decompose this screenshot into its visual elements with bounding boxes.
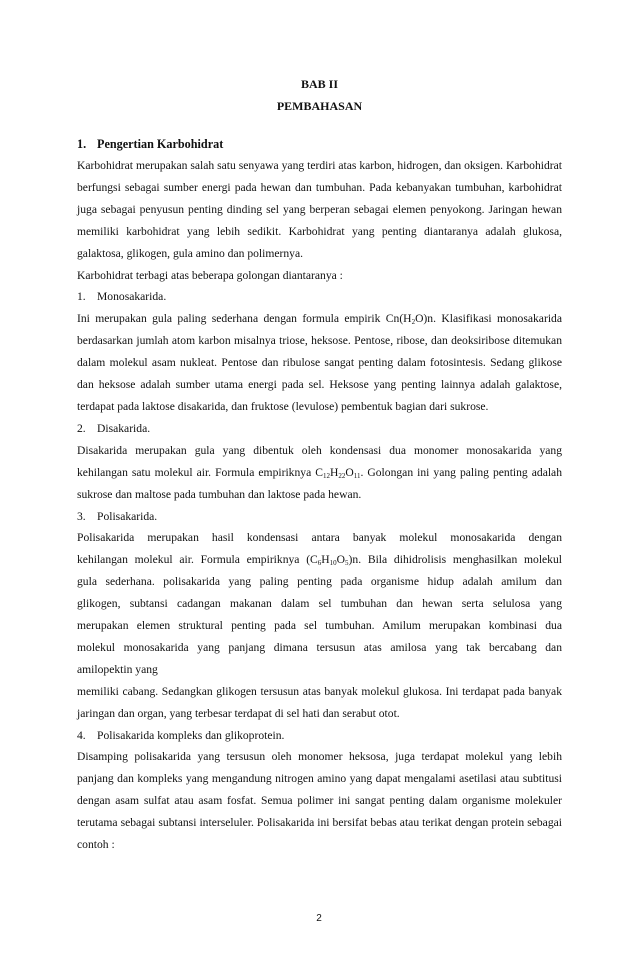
body-text: H [321,553,330,567]
body-text: Disakarida merupakan gula yang dibentuk oleh kondensasi dua monomer monosakarida yang kehilangan satu molekul air. Formula empiriknya C [77,443,562,479]
item-number: 3. [77,509,86,523]
item-body-disakarida [77,440,562,506]
body-line: molekul monosakarida yang panjang dimana tersusun atas amilosa yang tak bercabang dan [77,640,562,654]
intro-paragraph: Karbohidrat merupakan salah satu senyawa yang terdiri atas karbon, hidrogen, dan oksigen. Karbohidrat berfungsi sebagai sumber energi pada hewan dan tumbuhan. Pada kebanyakan tumbuhan, karbohidrat juga sebagai penyusun penting dinding sel yang berperan sebagai elemen penyokong. Jaringan hewan memiliki karbohidrat yang lebih sedikit. Karbohidrat yang penting diantaranya adalah glukosa, galaktosa, glikogen, gula amino dan polimernya. [77,159,562,260]
item-body-polisakarida [77,527,562,680]
item-body-polisakarida-continued: memiliki cabang. Sedangkan glikogen tersusun atas banyak molekul glukosa. Ini terdapat pada banyak jaringan dan organ, yang terbesar terdapat di sel hati dan serabut otot. [77,684,562,720]
body-text: kehilangan molekul air. Formula empiriknya (C [77,553,318,567]
subscript: 10 [329,559,337,568]
body-text: O)n. Klasifikasi monosakarida berdasarkan jumlah atom karbon misalnya triose, heksose. Pentose, ribose, dan deoksiribose ditemukan dalam molekul asam nukleat. Pentose dan ribulose sangat penting dalam fotosintesis. Sedang glikose dan heksose adalah sumber utama energi pada sel. Heksose yang penting lainnya adalah galaktose, terdapat pada laktose disakarida, dan fruktose (levulose) pembentuk bagian dari sukrose. [77,312,562,413]
item-heading-polisakarida [77,506,562,528]
body-line [77,549,562,571]
groups-intro: Karbohidrat terbagi atas beberapa golongan diantaranya : [77,268,343,282]
body-text: H [329,465,339,479]
body-line: Polisakarida merupakan hasil kondensasi antara banyak molekul monosakarida dengan [77,531,562,545]
item-heading-disakarida [77,418,562,440]
subscript: 22 [338,471,346,480]
page-number: 2 [316,913,322,924]
section-heading [77,133,562,155]
subscript: 2 [411,318,416,327]
item-number: 4. [77,728,86,742]
item-title: Disakarida. [97,421,151,435]
body-line: amilopektin yang [77,662,158,676]
item-heading-polisakarida-kompleks [77,725,562,747]
subscript: 6 [317,559,322,568]
item-number: 2. [77,421,86,435]
page-content [77,73,562,856]
item-body-polisakarida-kompleks: Disamping polisakarida yang tersusun oleh monomer heksosa, juga terdapat molekul yang lebih panjang dan kompleks yang mengandung nitrogen amino yang dapat mengalami asetilasi atau subtitusi dengan asam sulfat atau asam fosfat. Semua polimer ini sangat penting dalam organisme molekuler terutama sebagai subtansi interseluler. Polisakarida ini bersifat bebas atau terikat dengan protein sebagai contoh : [77,750,562,852]
chapter-label: BAB II [300,77,338,91]
body-text: )n. Bila dihidrolisis menghasilkan molekul [348,553,562,567]
body-line: merupakan elemen struktural penting pada sel tumbuhan. Amilum merupakan kombinasi dua [77,619,562,633]
section-title: Pengertian Karbohidrat [97,137,224,151]
subscript: 11 [353,471,361,480]
item-title: Polisakarida kompleks dan glikoprotein. [97,728,285,742]
item-title: Monosakarida. [97,290,167,304]
body-text: O [345,465,354,479]
item-body-monosakarida [77,308,562,418]
chapter-title: PEMBAHASAN [276,99,363,113]
body-text: . Golongan ini yang paling penting adalah sukrose dan maltose pada tumbuhan dan laktose pada hewan. [77,465,562,501]
section-number: 1. [77,137,87,151]
body-line: glikogen, subtansi cadangan makanan dalam sel tumbuhan dan hewan serta selulosa yang [77,597,562,611]
body-text: O [336,553,346,567]
item-title: Polisakarida. [97,509,158,523]
item-number: 1. [77,290,86,304]
item-heading-monosakarida [77,286,562,308]
subscript: 5 [345,559,349,568]
subscript: 12 [322,471,330,480]
body-line: gula sederhana. polisakarida yang paling penting pada organisme hidup adalah amilum dan [77,575,562,589]
body-text: Ini merupakan gula paling sederhana dengan formula empirik Cn(H [77,312,412,326]
